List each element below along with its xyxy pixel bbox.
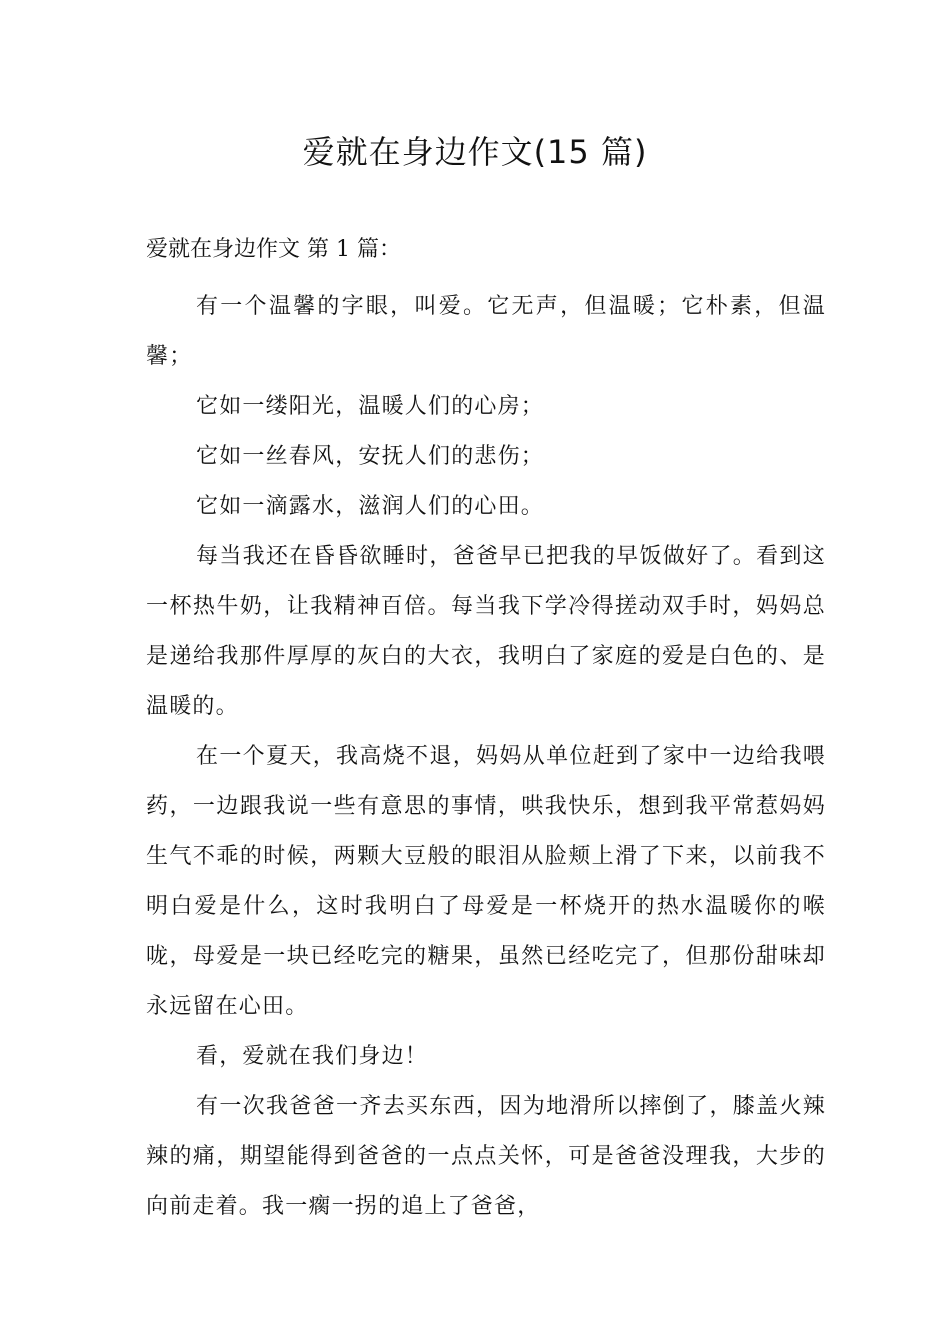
document-title: 爱就在身边作文(15 篇): [302, 133, 648, 171]
section-heading: 爱就在身边作文 第 1 篇：: [146, 237, 401, 262]
paragraph: 在一个夏天，我高烧不退，妈妈从单位赶到了家中一边给我喂药，一边跟我说一些有意思的事情，哄我快乐，想到我平常惹妈妈生气不乖的时候，两颗大豆般的眼泪从脸颊上滑了下来，以前我不明白爱是什么，这时我明白了母爱是一杯烧开的热水温暖你的喉咙，母爱是一块已经吃完的糖果，虽然已经吃完了，但那份甜味却永远留在心田。: [146, 744, 826, 1019]
paragraph: 它如一缕阳光，温暖人们的心房；: [196, 394, 545, 419]
paragraph: 它如一滴露水，滋润人们的心田。: [196, 494, 545, 519]
paragraph: 每当我还在昏昏欲睡时，爸爸早已把我的早饭做好了。看到这一杯热牛奶，让我精神百倍。每当我下学冷得搓动双手时，妈妈总是递给我那件厚厚的灰白的大衣，我明白了家庭的爱是白色的、是温暖的。: [146, 544, 826, 719]
paragraph: 看，爱就在我们身边！: [196, 1044, 429, 1069]
document-body: [146, 282, 826, 1232]
paragraph: 有一次我爸爸一齐去买东西，因为地滑所以摔倒了，膝盖火辣辣的痛，期望能得到爸爸的一点点关怀，可是爸爸没理我，大步的向前走着。我一瘸一拐的追上了爸爸，: [146, 1094, 826, 1219]
paragraph: 有一个温馨的字眼，叫爱。它无声，但温暖；它朴素，但温馨；: [146, 294, 826, 369]
paragraph: 它如一丝春风，安抚人们的悲伤；: [196, 444, 545, 469]
